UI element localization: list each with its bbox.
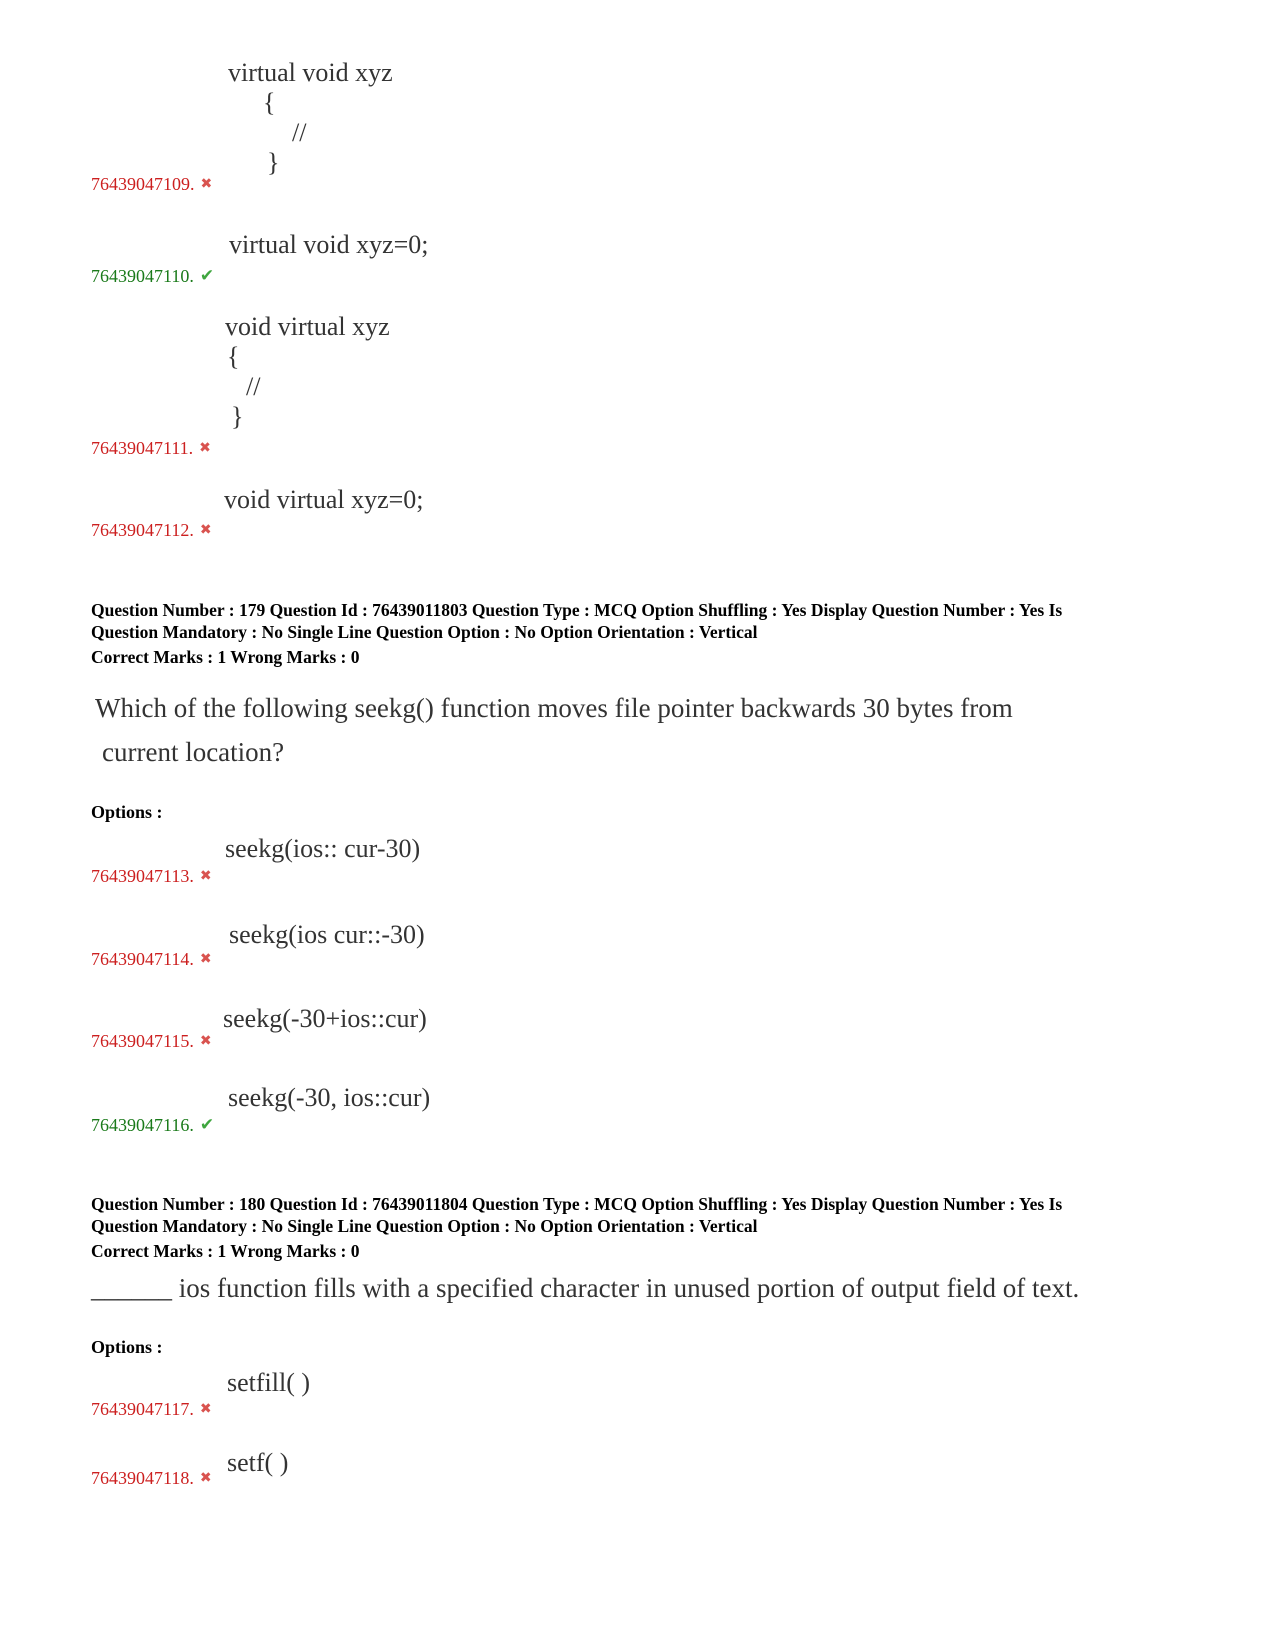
code-line: // — [266, 118, 307, 147]
option-image-76439047116: seekg(-30, ios::cur) — [228, 1083, 431, 1112]
code-line: void virtual xyz — [225, 312, 390, 341]
option-id — [91, 438, 211, 459]
cross-icon: ✖ — [199, 523, 212, 538]
option-id-text: 76439047109. — [91, 174, 195, 194]
option-id-text: 76439047110. — [91, 266, 194, 286]
option-image-76439047110 — [229, 230, 429, 260]
code-line: } — [254, 148, 280, 177]
option-id — [91, 1468, 212, 1489]
code-line: virtual void xyz=0; — [229, 230, 429, 259]
option-id-text: 76439047113. — [91, 866, 194, 886]
cross-icon: ✖ — [199, 1402, 212, 1417]
question-text — [95, 686, 1013, 774]
option-id — [91, 1115, 214, 1135]
option-image-76439047109 — [228, 58, 393, 178]
question-meta-line-2: Question Mandatory : No Single Line Question Option : No Option Orientation : Vertical — [91, 622, 758, 642]
code-line: void virtual xyz=0; — [224, 485, 424, 514]
code-line: virtual void xyz — [228, 58, 393, 87]
code-line: // — [233, 372, 261, 401]
option-id — [91, 520, 212, 541]
cross-icon: ✖ — [199, 1034, 212, 1049]
code-line: { — [250, 88, 276, 117]
check-icon: ✔ — [199, 266, 215, 285]
question-meta — [91, 599, 1062, 668]
option-id-text: 76439047115. — [91, 1031, 194, 1051]
question-text-line-2: current location? — [102, 737, 285, 767]
option-id-text: 76439047118. — [91, 1468, 194, 1488]
option-id — [91, 1399, 212, 1420]
option-image-76439047112 — [224, 485, 424, 515]
cross-icon: ✖ — [199, 952, 212, 967]
question-marks: Correct Marks : 1 Wrong Marks : 0 — [91, 647, 360, 667]
cross-icon: ✖ — [199, 441, 211, 456]
cross-icon: ✖ — [199, 869, 212, 884]
option-id — [91, 949, 212, 970]
cross-icon: ✖ — [199, 1471, 212, 1486]
option-id-text: 76439047112. — [91, 520, 194, 540]
option-id-text: 76439047116. — [91, 1115, 194, 1135]
option-image-76439047115: seekg(-30+ios::cur) — [223, 1004, 427, 1033]
question-meta — [91, 1193, 1062, 1262]
option-image-76439047118: setf( ) — [227, 1448, 289, 1477]
question-text: ______ ios function fills with a specified character in unused portion of output field of text. — [91, 1273, 1080, 1303]
option-id-text: 76439047111. — [91, 438, 194, 458]
option-image-76439047114: seekg(ios cur::-30) — [229, 920, 425, 949]
option-id — [91, 174, 212, 195]
option-id-text: 76439047114. — [91, 949, 194, 969]
option-id — [91, 266, 214, 286]
option-image-76439047111 — [225, 312, 390, 432]
question-meta-line-1: Question Number : 180 Question Id : 76439011804 Question Type : MCQ Option Shuffling : Yes Display Question Number : Yes Is — [91, 1194, 1063, 1214]
options-label: Options : — [91, 802, 163, 822]
option-id — [91, 866, 212, 887]
option-id — [91, 1031, 212, 1052]
option-image-76439047117: setfill( ) — [227, 1368, 311, 1397]
options-label: Options : — [91, 1337, 163, 1357]
question-meta-line-2: Question Mandatory : No Single Line Question Option : No Option Orientation : Vertical — [91, 1216, 758, 1236]
question-marks: Correct Marks : 1 Wrong Marks : 0 — [91, 1241, 360, 1261]
question-meta-line-1: Question Number : 179 Question Id : 76439011803 Question Type : MCQ Option Shuffling : Yes Display Question Number : Yes Is — [91, 600, 1063, 620]
question-text-line-1: Which of the following seekg() function moves file pointer backwards 30 bytes from — [95, 693, 1013, 723]
cross-icon: ✖ — [200, 177, 213, 192]
code-line: { — [227, 342, 240, 371]
code-line: } — [231, 402, 244, 431]
check-icon: ✔ — [199, 1115, 215, 1134]
option-id-text: 76439047117. — [91, 1399, 194, 1419]
option-image-76439047113: seekg(ios:: cur-30) — [225, 834, 421, 863]
